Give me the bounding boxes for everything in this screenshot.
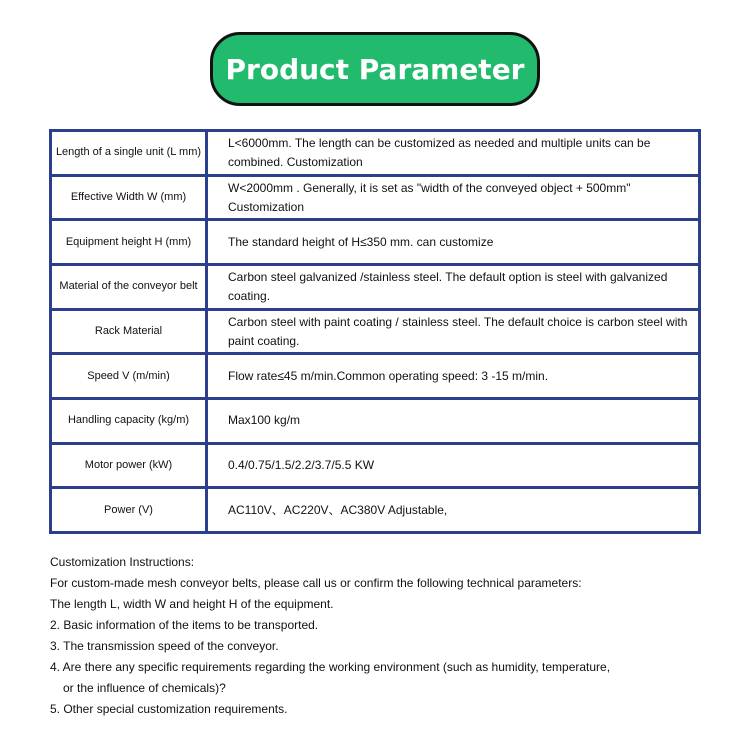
row-value: 0.4/0.75/1.5/2.2/3.7/5.5 KW (228, 458, 375, 473)
parameter-table (49, 129, 701, 534)
row-label: Equipment height H (mm) (52, 221, 208, 263)
row-value: The standard height of H≤350 mm. can customize (228, 234, 494, 249)
row-label: Rack Material (52, 311, 208, 353)
customization-item: 4. Are there any specific requirements regarding the working environment (such as humidity, temperature, (50, 660, 611, 674)
customization-instructions (50, 552, 710, 720)
row-value: L<6000mm. The length can be customized as needed and multiple units can be combined. Customization (228, 135, 651, 169)
row-value: AC110V、AC220V、AC380V Adjustable, (228, 502, 448, 517)
row-label: Length of a single unit (L mm) (52, 132, 208, 174)
customization-item: The length L, width W and height H of the equipment. (50, 597, 334, 611)
table-row-motor-power (52, 445, 698, 490)
row-value: Flow rate≤45 m/min.Common operating speed: 3 -15 m/min. (228, 368, 549, 383)
customization-item-continuation: or the influence of chemicals)? (63, 681, 226, 695)
customization-heading: Customization Instructions: (50, 555, 195, 569)
table-row-power (52, 489, 698, 531)
row-value: Carbon steel with paint coating / stainless steel. The default choice is carbon steel with paint coating. (228, 314, 688, 348)
table-row-height (52, 221, 698, 266)
customization-item: 3. The transmission speed of the conveyor. (50, 639, 279, 653)
title-banner (210, 32, 540, 106)
page-title: Product Parameter (225, 52, 525, 86)
row-value: Carbon steel galvanized /stainless steel. The default option is steel with galvanized coating. (228, 269, 668, 303)
row-label: Effective Width W (mm) (52, 177, 208, 219)
row-value: Max100 kg/m (228, 413, 301, 428)
table-row-belt-material (52, 266, 698, 311)
row-label: Power (V) (52, 489, 208, 531)
table-row-rack-material (52, 311, 698, 356)
customization-item: 5. Other special customization requirements. (50, 702, 288, 716)
table-row-width (52, 177, 698, 222)
row-value: W<2000mm . Generally, it is set as "width of the conveyed object + 500mm" Customization (228, 180, 631, 214)
customization-intro: For custom-made mesh conveyor belts, please call us or confirm the following technical parameters: (50, 576, 582, 590)
customization-item: 2. Basic information of the items to be transported. (50, 618, 319, 632)
row-label: Handling capacity (kg/m) (52, 400, 208, 442)
row-label: Speed V (m/min) (52, 355, 208, 397)
table-row-speed (52, 355, 698, 400)
row-label: Motor power (kW) (52, 445, 208, 487)
table-row-capacity (52, 400, 698, 445)
table-row-length (52, 132, 698, 177)
row-label: Material of the conveyor belt (52, 266, 208, 308)
